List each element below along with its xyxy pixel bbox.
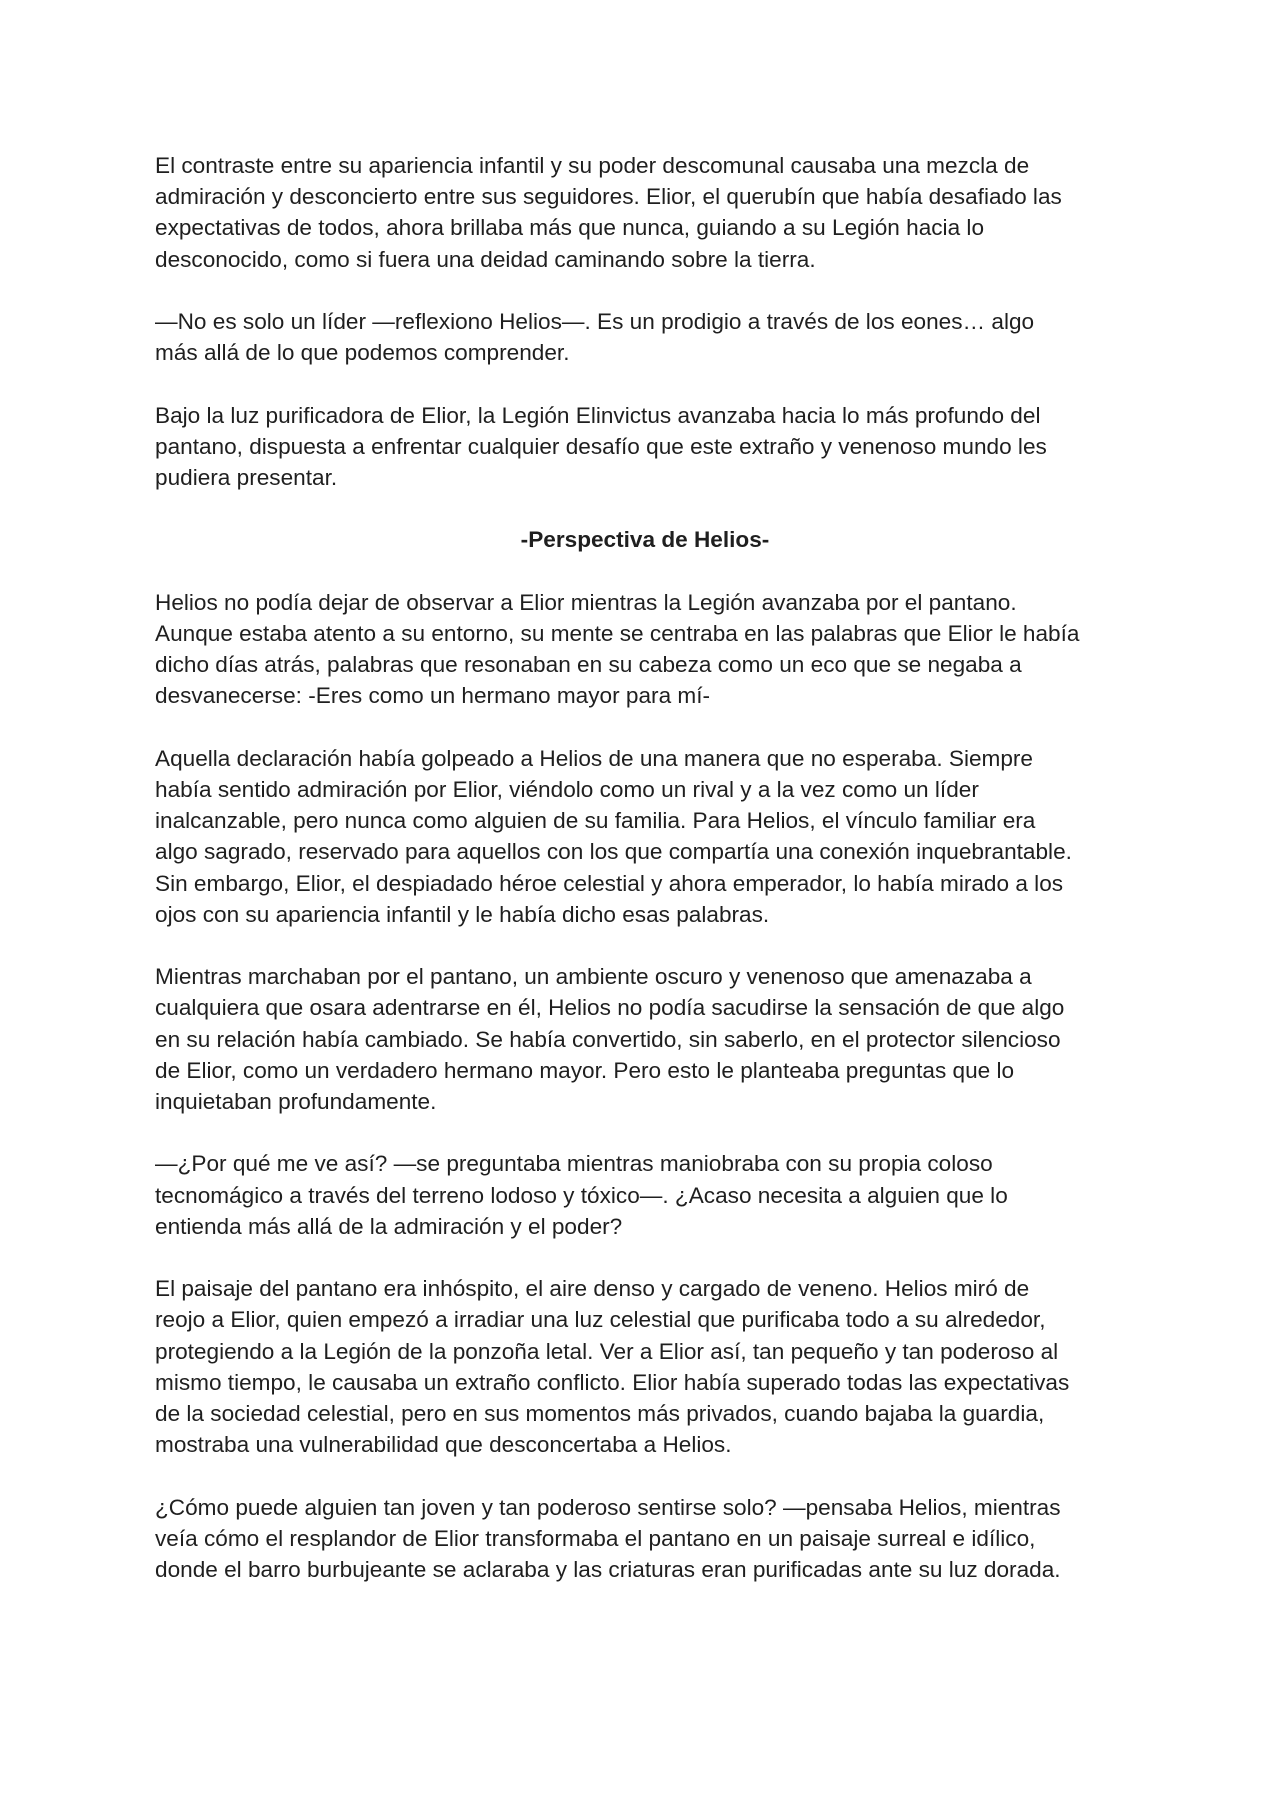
section-heading: -Perspectiva de Helios- (520, 527, 770, 553)
paragraph-6: Mientras marchaban por el pantano, un ambiente oscuro y venenoso que amenazaba a cualquiera que osara adentrarse en él, Helios no podía sacudirse la sensación de que algo en su relación había cambiado. Se había convertido, sin saberlo, en el protector silencioso de Elior, como un verdadero hermano mayor. Pero esto le planteaba preguntas que lo inquietaban profundamente. (155, 964, 1065, 1114)
paragraph-2: —No es solo un líder —reflexiono Helios—. Es un prodigio a través de los eones… algo más allá de lo que podemos comprender. (155, 309, 1035, 366)
document-page (155, 150, 1135, 1616)
paragraph-7: —¿Por qué me ve así? —se preguntaba mientras maniobraba con su propia coloso tecnomágico a través del terreno lodoso y tóxico—. ¿Acaso necesita a alguien que lo entienda más allá de la admiración y el poder? (155, 1151, 1008, 1239)
paragraph-8: El paisaje del pantano era inhóspito, el aire denso y cargado de veneno. Helios miró de reojo a Elior, quien empezó a irradiar una luz celestial que purificaba todo a su alrededor, protegiendo a la Legión de la ponzoña letal. Ver a Elior así, tan pequeño y tan poderoso al mismo tiempo, le causaba un extraño conflicto. Elior había superado todas las expectativas de la sociedad celestial, pero en sus momentos más privados, cuando bajaba la guardia, mostraba una vulnerabilidad que desconcertaba a Helios. (155, 1276, 1070, 1458)
paragraph-5: Aquella declaración había golpeado a Helios de una manera que no esperaba. Siempre había sentido admiración por Elior, viéndolo como un rival y a la vez como un líder inalcanzable, pero nunca como alguien de su familia. Para Helios, el vínculo familiar era algo sagrado, reservado para aquellos con los que compartía una conexión inquebrantable. Sin embargo, Elior, el despiadado héroe celestial y ahora emperador, lo había mirado a los ojos con su apariencia infantil y le había dicho esas palabras. (155, 745, 1072, 927)
paragraph-9: ¿Cómo puede alguien tan joven y tan poderoso sentirse solo? —pensaba Helios, mientras veía cómo el resplandor de Elior transformaba el pantano en un paisaje surreal e idílico, donde el barro burbujeante se aclaraba y las criaturas eran purificadas ante su luz dorada. (155, 1494, 1061, 1582)
paragraph-1: El contraste entre su apariencia infantil y su poder descomunal causaba una mezcla de admiración y desconcierto entre sus seguidores. Elior, el querubín que había desafiado las expectativas de todos, ahora brillaba más que nunca, guiando a su Legión hacia lo desconocido, como si fuera una deidad caminando sobre la tierra. (155, 153, 1062, 272)
paragraph-4: Helios no podía dejar de observar a Elior mientras la Legión avanzaba por el pantano. Aunque estaba atento a su entorno, su mente se centraba en las palabras que Elior le había dicho días atrás, palabras que resonaban en su cabeza como un eco que se negaba a desvanecerse: -Eres como un hermano mayor para mí- (155, 589, 1080, 709)
paragraph-3: Bajo la luz purificadora de Elior, la Legión Elinvictus avanzaba hacia lo más profundo del pantano, dispuesta a enfrentar cualquier desafío que este extraño y venenoso mundo les pudiera presentar. (155, 402, 1047, 490)
